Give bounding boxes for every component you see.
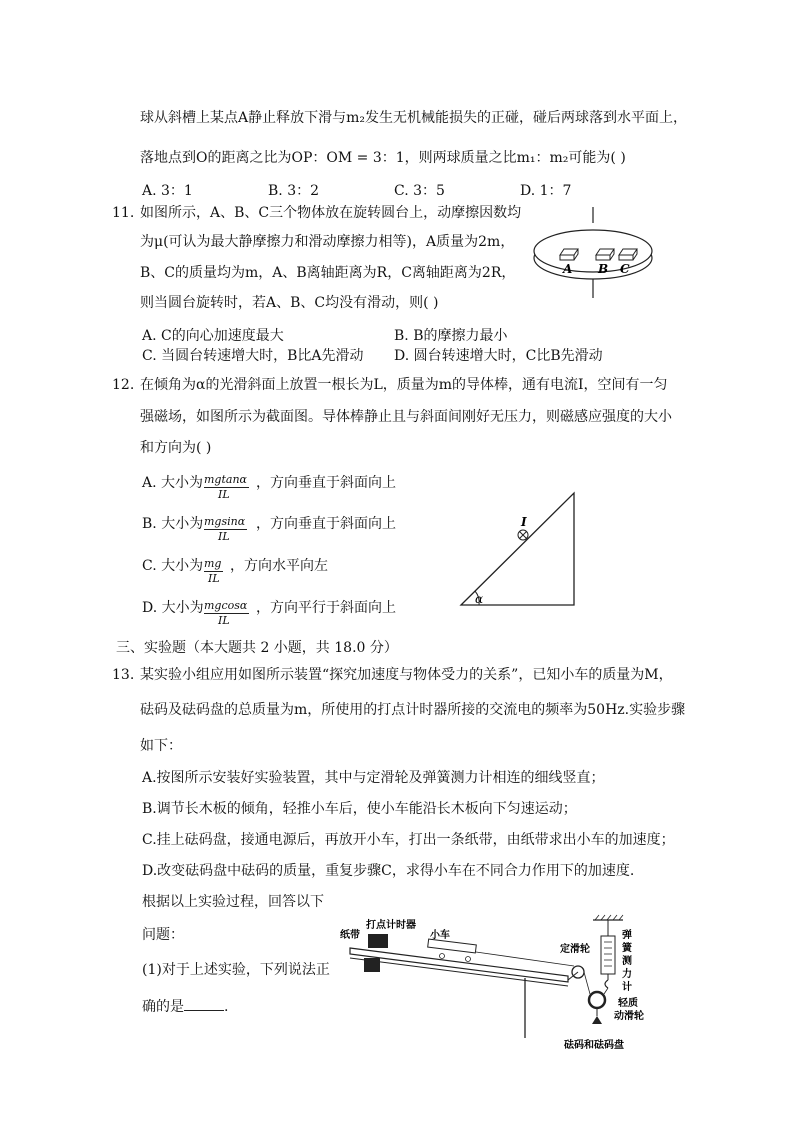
q10-line1: 球从斜槽上某点A静止释放下滑与m₂发生无机械能损失的正碰，碰后两球落到水平面上， — [140, 110, 687, 126]
q13-number: 13. — [112, 667, 135, 683]
incline-triangle — [461, 493, 574, 605]
fraction-denominator: IL — [218, 614, 230, 627]
q11-line: 为μ(可认为最大静摩擦力和滑动摩擦力相等)，A质量为2m， — [140, 234, 515, 250]
q12-option-a-fraction — [204, 473, 249, 501]
q13-sub1-end: . — [224, 999, 229, 1015]
label-cart: 小车 — [430, 930, 450, 941]
q13-step-a: A.按图所示安装好实验装置，其中与定滑轮及弹簧测力计相连的细线竖直； — [142, 770, 605, 786]
q12-line: 在倾角为α的光滑斜面上放置一根长为L，质量为m的导体棒，通有电流I，空间有一匀 — [140, 377, 668, 393]
label-spring-scale-4: 力 — [622, 969, 632, 980]
label-c: C — [620, 262, 630, 276]
q11-line: 如图所示，A、B、C三个物体放在旋转圆台上，动摩擦因数均 — [140, 205, 522, 221]
q13-line: 某实验小组应用如图所示装置“探究加速度与物体受力的关系”，已知小车的质量为M， — [140, 667, 673, 683]
fraction-numerator: mgsinα — [204, 515, 246, 528]
label-spring-scale-3: 测 — [622, 956, 632, 967]
q10-option-a: A. 3：1 — [142, 183, 193, 199]
fraction-numerator: mg — [204, 557, 222, 570]
label-a: A — [563, 262, 573, 276]
q13-step-c: C.挂上砝码盘，接通电源后，再放开小车，打出一条纸带，由纸带求出小车的加速度； — [142, 832, 675, 848]
q12-option-b-suffix: ，方向垂直于斜面向上 — [256, 516, 396, 532]
q10-line2: 落地点到O的距离之比为OP：OM = 3：1，则两球质量之比m₁：m₂可能为( ) — [140, 150, 626, 166]
incline-figure — [455, 490, 580, 610]
q11-option-c: C. 当圆台转速增大时，B比A先滑动 — [142, 348, 364, 364]
q12-option-b-prefix: B. 大小为 — [142, 516, 204, 532]
q13-sub1-line: (1)对于上述实验，下列说法正 — [142, 962, 330, 978]
q10-option-b: B. 3：2 — [268, 183, 320, 199]
label-b: B — [598, 262, 609, 276]
q12-line: 强磁场，如图所示为截面图。导体棒静止且与斜面间刚好无压力，则磁感应强度的大小 — [140, 409, 672, 425]
q11-option-d: D. 圆台转速增大时，C比B先滑动 — [394, 348, 603, 364]
q13-step-d: D.改变砝码盘中砝码的质量，重复步骤C，求得小车在不同合力作用下的加速度. — [142, 863, 635, 879]
cart — [428, 939, 477, 953]
label-spring-scale-2: 簧 — [622, 943, 632, 954]
q12-option-b-fraction — [204, 515, 247, 543]
q12-option-a-suffix: ，方向垂直于斜面向上 — [256, 475, 396, 491]
label-spring-scale-1: 弹 — [622, 930, 632, 941]
q13-line: 砝码及砝码盘的总质量为m，所使用的打点计时器所接的交流电的频率为50Hz.实验步骤 — [140, 702, 686, 718]
label-tape: 纸带 — [340, 930, 360, 941]
q12-option-d-fraction — [204, 599, 249, 627]
q12-option-c-prefix: C. 大小为 — [142, 558, 204, 574]
q12-line: 和方向为( ) — [140, 440, 212, 456]
apparatus-figure — [338, 912, 658, 1058]
moving-pulley — [589, 992, 605, 1008]
board-support — [364, 958, 380, 972]
q10-option-d: D. 1：7 — [520, 183, 572, 199]
q12-option-c-fraction — [204, 557, 223, 585]
label-weights: 砝码和砝码盘 — [564, 1040, 624, 1051]
label-fixed-pulley: 定滑轮 — [560, 944, 590, 955]
label-spring-scale-5: 计 — [622, 982, 632, 993]
angle-label: α — [475, 592, 484, 606]
q10-option-c: C. 3：5 — [394, 183, 445, 199]
answer-blank — [184, 998, 224, 1011]
q13-sub1-line — [142, 998, 228, 1016]
q13-after-line: 根据以上实验过程，回答以下 — [142, 894, 324, 910]
q12-option-c-suffix: ，方向水平向左 — [230, 558, 328, 574]
q11-number: 11. — [112, 205, 135, 221]
q11-option-b: B. B的摩擦力最小 — [394, 328, 508, 344]
q12-option-a-prefix: A. 大小为 — [142, 475, 204, 491]
q13-step-b: B.调节长木板的倾角，轻推小车后，使小车能沿长木板向下匀速运动； — [142, 801, 577, 817]
q12-number: 12. — [112, 377, 135, 393]
timer-block — [368, 934, 388, 948]
fraction-denominator: IL — [218, 488, 230, 501]
rotating-table-figure — [528, 205, 660, 300]
q11-option-a: A. C的向心加速度最大 — [142, 328, 284, 344]
fraction-numerator: mgtanα — [204, 473, 247, 486]
q11-line: 则当圆台旋转时，若A、B、C均没有滑动，则( ) — [140, 295, 439, 311]
q13-sub1-text: 确的是 — [142, 999, 184, 1015]
label-light: 轻质 — [618, 998, 638, 1009]
fraction-denominator: IL — [208, 572, 220, 585]
q11-line: B、C的质量均为m，A、B离轴距离为R，C离轴距离为2R， — [140, 265, 516, 281]
weight-pan — [592, 1016, 602, 1024]
q13-after-line: 问题： — [142, 927, 184, 943]
q12-option-d-suffix: ，方向平行于斜面向上 — [256, 600, 396, 616]
label-moving-pulley: 动滑轮 — [614, 1011, 644, 1022]
section-3-heading: 三、实验题（本大题共 2 小题，共 18.0 分） — [116, 640, 398, 656]
fraction-denominator: IL — [218, 530, 230, 543]
current-label: I — [521, 515, 527, 529]
fraction-numerator: mgcosα — [204, 599, 248, 612]
long-board — [350, 948, 568, 982]
q13-line: 如下： — [140, 738, 182, 754]
label-timer: 打点计时器 — [366, 920, 416, 931]
q12-option-d-prefix: D. 大小为 — [142, 600, 204, 616]
